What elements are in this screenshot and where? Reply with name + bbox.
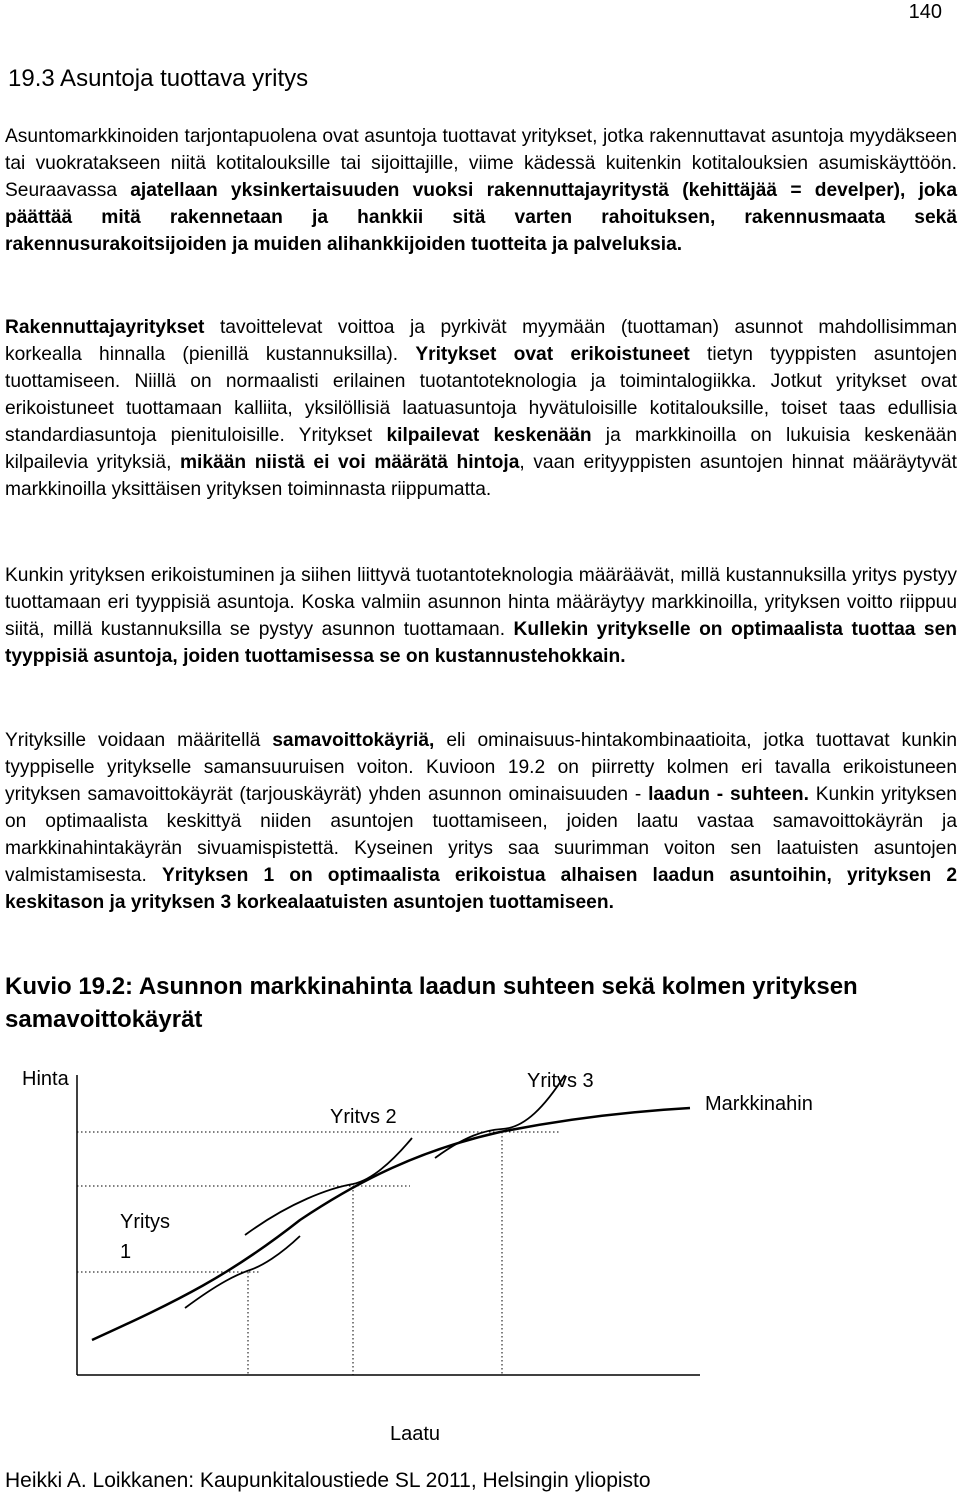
x-axis-label: Laatu (390, 1423, 441, 1445)
paragraph-4-run: laadun - suhteen. (648, 784, 809, 805)
paragraph-2-run: Yritykset ovat erikoistuneet (415, 344, 690, 365)
paragraph-4 (5, 727, 957, 916)
paragraph-3-run: Kullekin yritykselle on optimaalista tuottaa sen tyyppisiä asuntoja, joiden tuottamisessa se on kustannustehokkain. (5, 619, 957, 667)
firm1-label-line2: 1 (120, 1241, 132, 1263)
paragraph-2-run: mikään niistä ei voi määrätä hintoja (180, 452, 520, 473)
section-heading: 19.3 Asuntoja tuottava yritys (8, 65, 309, 92)
paragraph-2-run: ja markkinoilla on lukuisia keskenään kilpailevia yrityksiä, (5, 425, 958, 473)
footer: Heikki A. Loikkanen: Kaupunkitaloustiede SL 2011, Helsingin yliopisto (5, 1469, 651, 1492)
paragraph-2-run: kilpailevat keskenään (386, 425, 592, 446)
figure-caption: Kuvio 19.2: Asunnon markkinahinta laadun suhteen sekä kolmen yrityksen samavoittokäyrät (5, 973, 858, 1033)
paragraph-4-run: Kunkin yrityksen on optimaalista keskittyä niiden asuntojen tuottamiseen, joiden laatu vastaa samavoittokäyrän ja markkinahintakäyrän sivuamispistettä. Kyseinen yritys saa suurimman voiton sen laatuisten asuntojen valmistamisesta. (5, 784, 957, 886)
paragraph-2 (5, 314, 957, 503)
paragraph-4-run: samavoittokäyriä, (272, 730, 435, 751)
firm1-label-line1: Yritys (120, 1211, 170, 1233)
paragraph-2-run: tavoittelevat voittoa ja pyrkivät myymään (tuottaman) asunnot mahdollisimman korkealla hinnalla (pienillä kustannuksilla). (5, 317, 957, 365)
paragraph-4-run: Yrityksen 1 on optimaalista erikoistua alhaisen laadun asuntoihin, yrityksen 2 keskitason ja yrityksen 3 korkealaatuisten asuntojen tuottamiseen. (5, 865, 958, 913)
firm1-label (120, 1207, 170, 1267)
paragraph-4-run: eli ominaisuus-hintakombinaatioita, jotka tuottavat kunkin tyyppiselle yritykselle samansuuruisen voiton. Kuvioon 19.2 on piirretty kolmen eri tavalla erikoistuneen yrityksen samavoittokäyrät (tarjouskäyrät) yhden asunnon ominaisuuden - (5, 730, 957, 805)
paragraph-3-run: Kunkin yrityksen erikoistuminen ja siihen liittyvä tuotantoteknologia määräävät, millä kustannuksilla yritys pystyy tuottamaan eri tyyppisiä asuntoja. Koska valmiin asunnon hinta määräytyy markkinoilla, yrityksen voitto riippuu siitä, millä kustannuksilla se pystyy asunnon tuottamaan. (5, 565, 957, 640)
firm3-label: Yritvs 3 (527, 1070, 594, 1092)
y-axis-label: Hinta (22, 1068, 69, 1090)
paragraph-2-run: , vaan erityyppisten asuntojen hinnat määräytyvät markkinoilla yksittäisen yrityksen toiminnasta riippumatta. (5, 452, 957, 500)
page-number: 140 (908, 1, 942, 23)
paragraph-1-run: ajatellaan yksinkertaisuuden vuoksi rakennuttajayritystä (kehittäjää = develper), joka päättää mitä rakennetaan ja hankkii sitä varten rahoituksen, rakennusmaata sekä rakennusurakoitsijoiden ja muiden alihankkijoiden tuotteita ja palveluksia. (5, 180, 957, 255)
paragraph-1 (5, 123, 957, 258)
paragraph-2-run: tietyn tyyppisten asuntojen tuottamiseen. Niillä on normaalisti erilainen tuotantoteknologia ja toimintalogiikka. Jotkut yritykset ovat erikoistuneet tuottamaan kalliita, yksilöllisiä laatuasuntoja hyvätuloisille kotitalouksille, toiset taas edullisia standardiasuntoja pienituloisille. Yritykset (5, 344, 957, 446)
paragraph-4-run: Yrityksille voidaan määritellä (5, 730, 273, 751)
paragraph-1-run: Asuntomarkkinoiden tarjontapuolena ovat asuntoja tuottavat yritykset, jotka rakennuttavat asuntoja myydäkseen tai vuokratakseen niitä kotitalouksille tai sijoittajille, viime kädessä kuitenkin kotitalouksien asumiskäyttöön. Seuraavassa (5, 126, 957, 201)
market-price-curve (92, 1108, 690, 1340)
paragraph-2-run: Rakennuttajayritykset (5, 317, 205, 338)
market-curve-label: Markkinahin (705, 1093, 813, 1115)
firm2-label: Yritvs 2 (330, 1106, 397, 1128)
paragraph-3 (5, 562, 957, 670)
figure-19-2 (0, 1050, 960, 1460)
